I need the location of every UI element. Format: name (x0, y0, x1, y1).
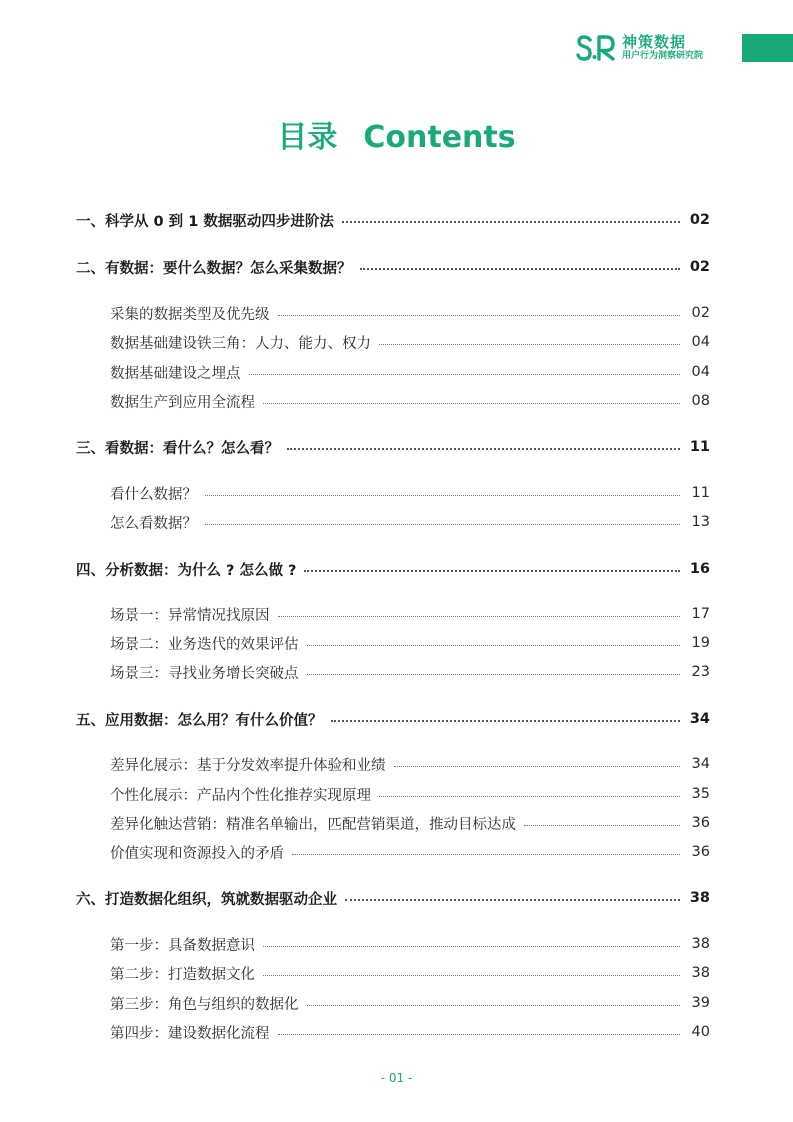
toc-section-entry[interactable] (110, 780, 710, 808)
toc-entry-label: 数据生产到应用全流程 (110, 394, 255, 411)
toc-entry-page: 39 (691, 995, 710, 1011)
page-title-en: Contents (363, 120, 516, 155)
toc-entry-label: 差异化展示：基于分发效率提升体验和业绩 (110, 757, 386, 774)
toc-section-entry[interactable] (110, 508, 710, 536)
toc-entry-page: 38 (691, 965, 710, 981)
toc-entry-page: 38 (691, 936, 710, 952)
page-title (0, 112, 793, 156)
toc-entry-label: 第一步：具备数据意识 (110, 937, 255, 954)
toc-section-entry[interactable] (110, 479, 710, 507)
toc-section-entry[interactable] (110, 930, 710, 958)
toc-dot-leader (205, 486, 680, 496)
toc-section-entry[interactable] (110, 600, 710, 628)
toc-entry-label: 四、分析数据：为什么 ? 怎么做 ? (76, 562, 297, 579)
toc-dot-leader (342, 213, 680, 223)
toc-entry-label: 六、打造数据化组织，筑就数据驱动企业 (76, 891, 337, 908)
logo-subtitle: 用户行为洞察研究院 (622, 51, 704, 61)
toc-entry-page: 04 (691, 334, 710, 350)
toc-entry-page: 02 (689, 212, 710, 228)
toc-dot-leader (278, 607, 681, 617)
toc-entry-label: 个性化展示：产品内个性化推荐实现原理 (110, 787, 371, 804)
toc-section-entry[interactable] (110, 809, 710, 837)
toc-entry-label: 第二步：打造数据文化 (110, 966, 255, 983)
toc-dot-leader (278, 306, 681, 316)
toc-section-entry[interactable] (110, 658, 710, 686)
toc-entry-label: 三、看数据：看什么？怎么看？ (76, 440, 279, 457)
toc-chapter-entry[interactable] (76, 884, 710, 912)
toc-section-entry[interactable] (110, 989, 710, 1017)
toc-entry-label: 第四步：建设数据化流程 (110, 1025, 270, 1042)
toc-entry-label: 场景二：业务迭代的效果评估 (110, 636, 299, 653)
toc-entry-label: 场景三：寻找业务增长突破点 (110, 665, 299, 682)
toc-section-entry[interactable] (110, 387, 710, 415)
toc-entry-label: 差异化触达营销：精准名单输出，匹配营销渠道，推动目标达成 (110, 816, 516, 833)
toc-entry-page: 02 (691, 305, 710, 321)
brand-logo (576, 33, 703, 63)
toc-chapter-entry[interactable] (76, 705, 710, 733)
toc-entry-label: 五、应用数据：怎么用？有什么价值？ (76, 712, 323, 729)
toc-entry-page: 11 (689, 439, 710, 455)
toc-dot-leader (263, 966, 680, 976)
toc-dot-leader (292, 845, 680, 855)
logo-title: 神策数据 (622, 33, 687, 51)
toc-section-entry[interactable] (110, 328, 710, 356)
toc-entry-label: 第三步：角色与组织的数据化 (110, 996, 299, 1013)
toc-dot-leader (360, 260, 681, 270)
toc-section-entry[interactable] (110, 838, 710, 866)
toc-dot-leader (249, 365, 681, 375)
toc-dot-leader (394, 757, 681, 767)
toc-entry-label: 二、有数据：要什么数据？怎么采集数据？ (76, 260, 352, 277)
toc-section-entry[interactable] (110, 299, 710, 327)
toc-entry-label: 采集的数据类型及优先级 (110, 306, 270, 323)
toc-dot-leader (307, 665, 681, 675)
toc-entry-page: 11 (691, 485, 710, 501)
toc-dot-leader (379, 787, 680, 797)
toc-dot-leader (345, 891, 680, 901)
toc-section-entry[interactable] (110, 629, 710, 657)
toc-entry-page: 38 (689, 890, 710, 906)
toc-entry-label: 怎么看数据？ (110, 515, 197, 532)
toc-entry-page: 35 (691, 786, 710, 802)
toc-dot-leader (379, 335, 680, 345)
toc-entry-page: 23 (691, 664, 710, 680)
toc-dot-leader (278, 1025, 681, 1035)
toc-entry-page: 19 (691, 635, 710, 651)
toc-chapter-entry[interactable] (76, 253, 710, 281)
toc-entry-page: 36 (691, 844, 710, 860)
footer-page-number: - 01 - (380, 1071, 413, 1085)
toc-entry-page: 17 (691, 606, 710, 622)
toc-dot-leader (524, 816, 680, 826)
toc-entry-page: 02 (689, 259, 710, 275)
toc-entry-label: 一、科学从 0 到 1 数据驱动四步进阶法 (76, 213, 334, 230)
toc-entry-label: 数据基础建设铁三角：人力、能力、权力 (110, 335, 371, 352)
header-accent-bar (742, 34, 793, 62)
page-title-cn: 目录 (277, 120, 338, 155)
toc-section-entry[interactable] (110, 358, 710, 386)
toc-entry-page: 16 (689, 561, 710, 577)
toc-entry-label: 价值实现和资源投入的矛盾 (110, 845, 284, 862)
toc-section-entry[interactable] (110, 959, 710, 987)
toc-dot-leader (307, 996, 681, 1006)
toc-entry-page: 13 (691, 514, 710, 530)
toc-entry-page: 40 (691, 1024, 710, 1040)
toc-entry-label: 看什么数据？ (110, 486, 197, 503)
toc-chapter-entry[interactable] (76, 433, 710, 461)
toc-dot-leader (263, 937, 680, 947)
toc-section-entry[interactable] (110, 1018, 710, 1046)
toc-entry-page: 08 (691, 393, 710, 409)
toc-dot-leader (263, 394, 680, 404)
sr-logo-icon (576, 33, 616, 63)
toc-section-entry[interactable] (110, 750, 710, 778)
toc-entry-page: 04 (691, 364, 710, 380)
toc-entry-page: 34 (691, 756, 710, 772)
toc-dot-leader (287, 440, 680, 450)
toc-entry-label: 数据基础建设之埋点 (110, 365, 241, 382)
toc-chapter-entry[interactable] (76, 206, 710, 234)
toc-dot-leader (304, 562, 680, 572)
toc-dot-leader (205, 515, 680, 525)
toc-dot-leader (331, 712, 681, 722)
toc-entry-page: 36 (691, 815, 710, 831)
toc-entry-label: 场景一：异常情况找原因 (110, 607, 270, 624)
toc-entry-page: 34 (689, 711, 710, 727)
toc-chapter-entry[interactable] (76, 555, 710, 583)
toc-dot-leader (307, 636, 681, 646)
